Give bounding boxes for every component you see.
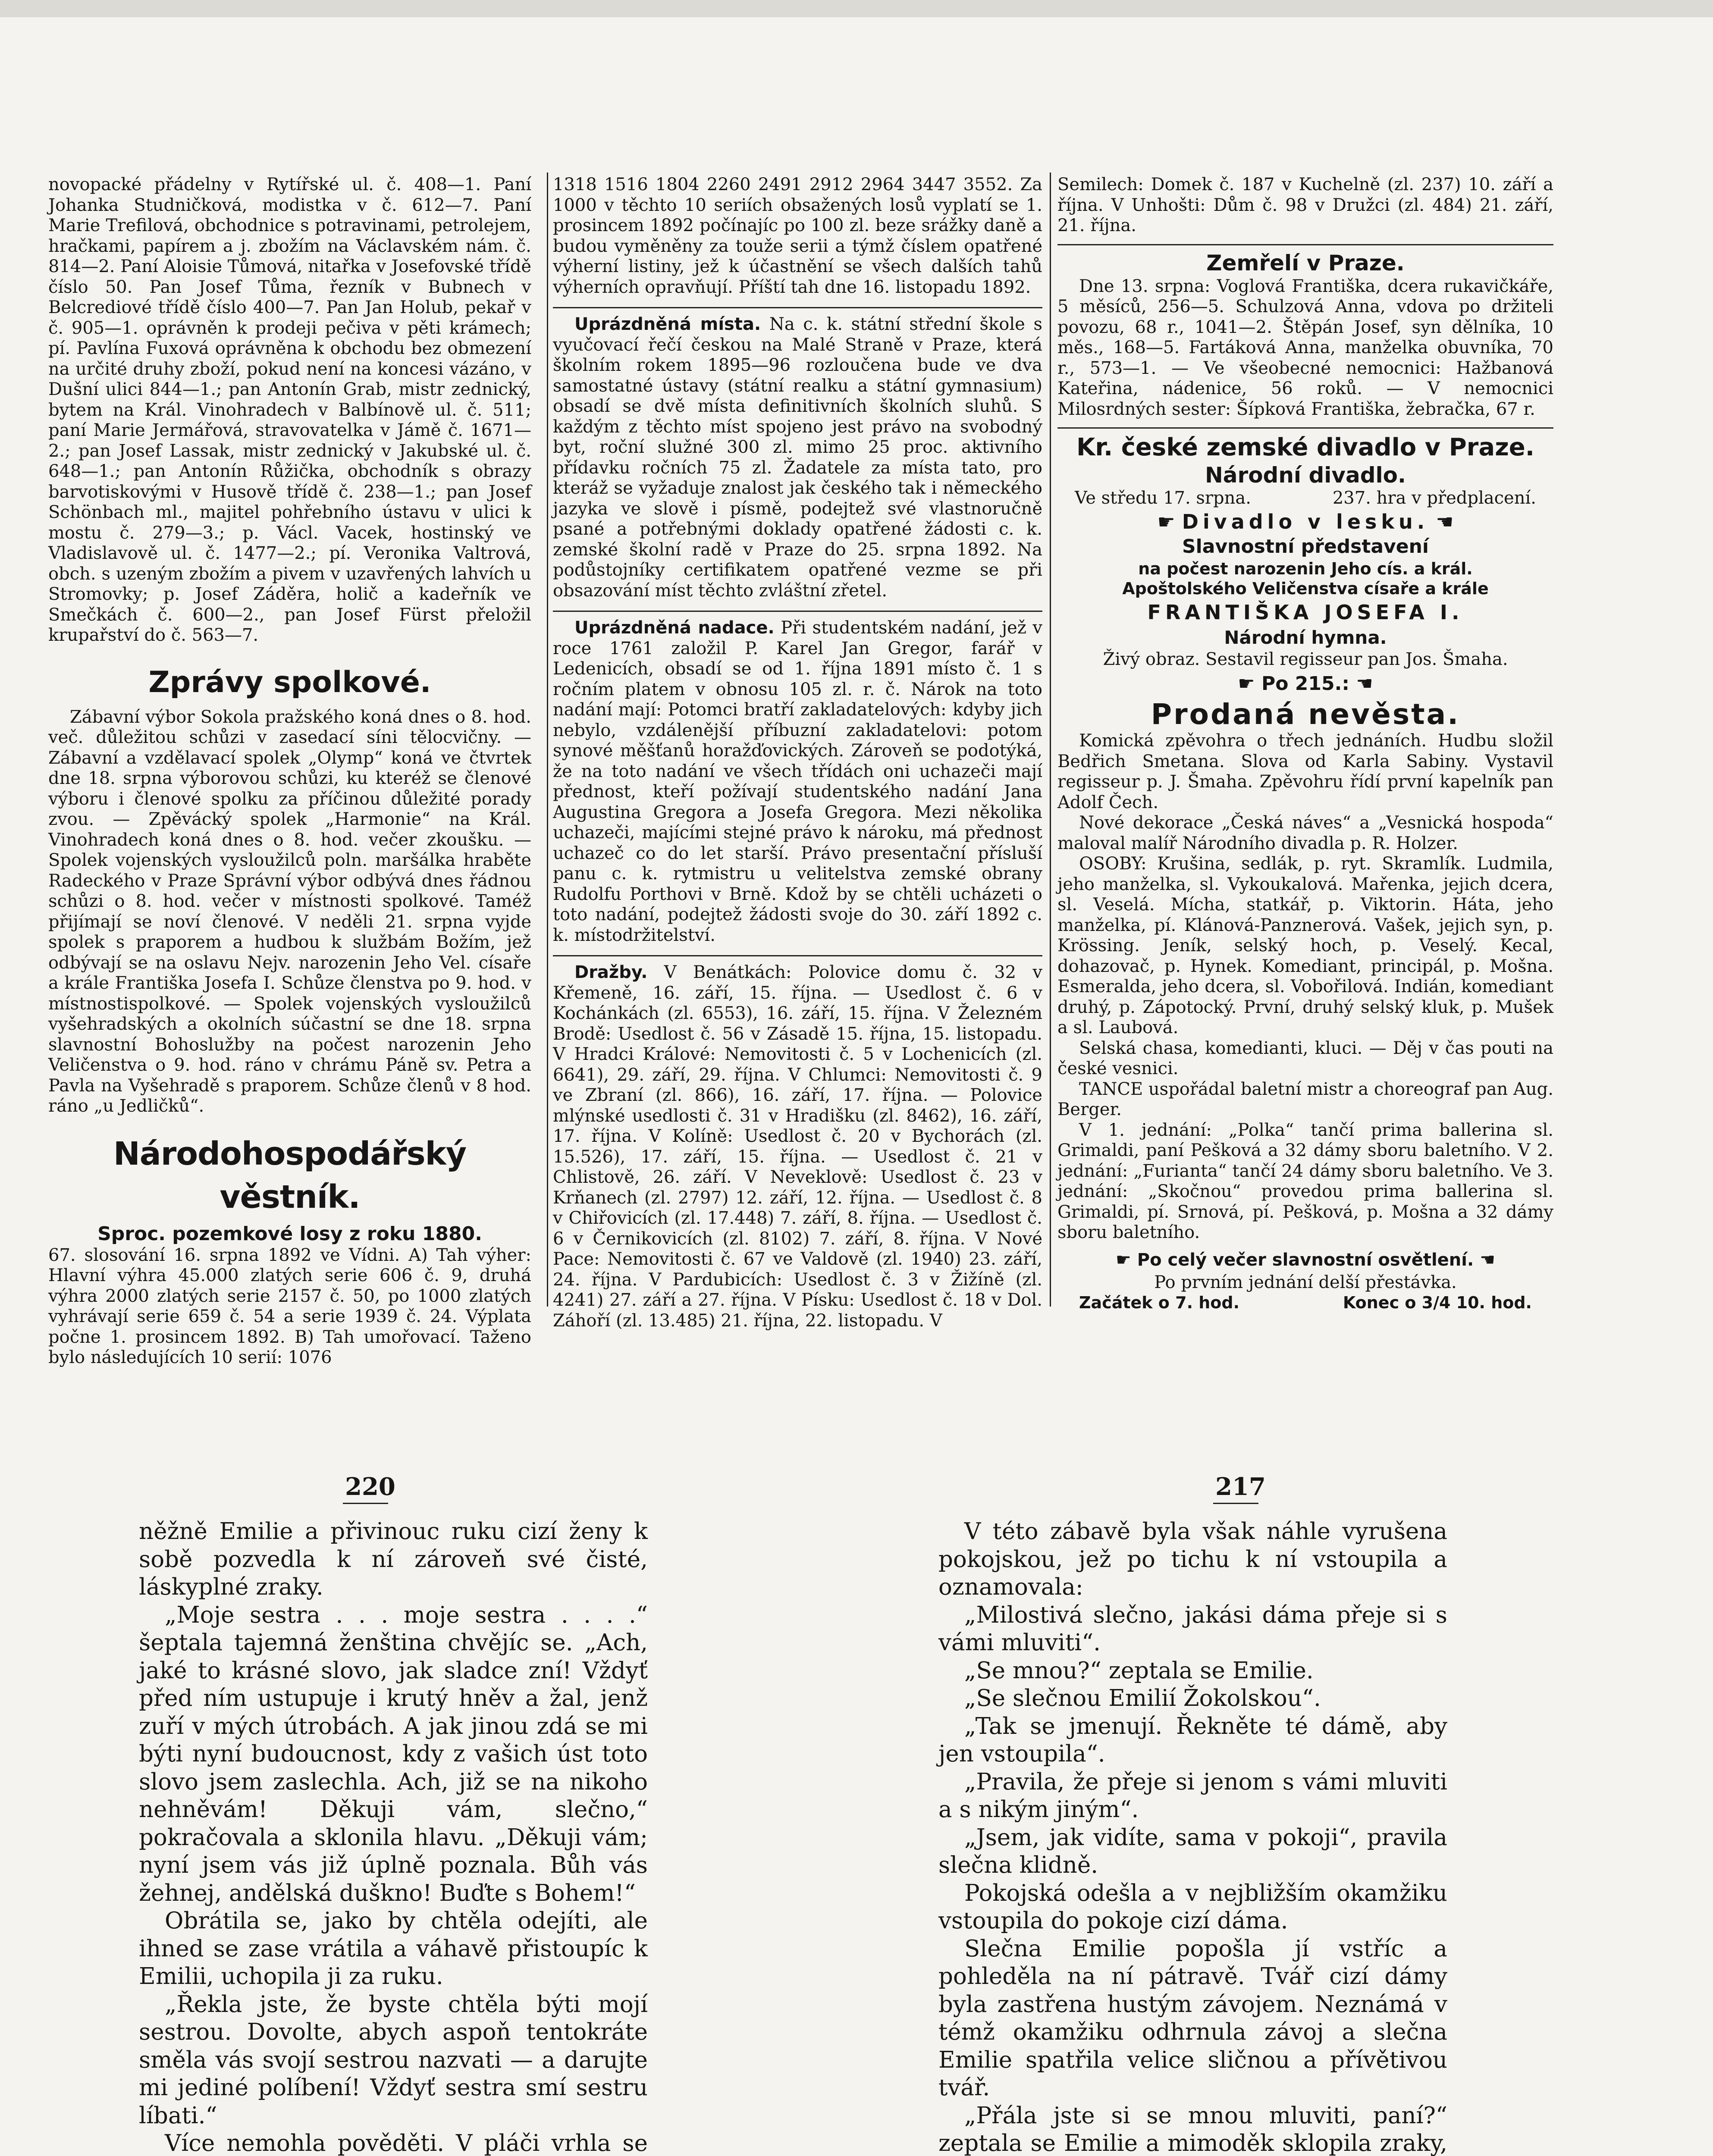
vestnik-heading: Národohospodářský věstník. — [113, 1135, 467, 1216]
prestavka-text: Po prvním jednání delší přestávka. — [1154, 1272, 1457, 1292]
section-divider — [1057, 427, 1553, 429]
lesku-title: Divadlo v lesku. — [1182, 510, 1429, 533]
frantiska-heading: FRANTIŠKA JOSEFA I. — [1147, 600, 1464, 624]
narodni-divadlo-heading: Národní divadlo. — [1205, 463, 1406, 488]
mista-heading: Uprázdněná místa. — [574, 314, 761, 334]
osvetleni-label: Po celý večer slavnostní osvětlení. — [1137, 1250, 1474, 1270]
column-rule-2 — [1050, 172, 1051, 1307]
story-right-page — [938, 1518, 1447, 2156]
drazby-heading: Dražby. — [574, 962, 648, 982]
po215-line — [1057, 670, 1553, 698]
story-paragraph: V této zábavě byla však náhle vyrušena pokojskou, jež po tichu k ní vstoupila a oznamovala: — [938, 1518, 1447, 1600]
slavnostni-heading: Slavnostní představení — [1182, 535, 1429, 558]
zivy-obraz-text: Živý obraz. Sestavil regisseur pan Jos. Šmaha. — [1103, 649, 1508, 669]
komicka-text: Komická zpěvohra o třech jednáních. Hudbu složil Bedřich Smetana. Slova od Karla Sabiny. Vystavil regisseur p. J. Šmaha. Zpěvohru řídí první kapelník pan Adolf Čech. — [1057, 731, 1553, 812]
left-page-number: 220 — [345, 1473, 395, 1501]
po215-label: Po 215.: — [1261, 673, 1349, 695]
top-border — [0, 0, 1713, 17]
zpravy-spolkove-text: Zábavní výbor Sokola pražského koná dnes o 8. hod. več. důležitou schůzi v zasedací síni tělocvičny. — Zábavní a vzdělavací spolek „Olymp“ koná ve čtvrtek dne 18. srpna výborovou schůzi, ku kteréž se členové výboru i členové spolku za příčinou důležité porady zvou. — Zpěvácký spolek „Harmonie“ na Král. Vinohradech koná dnes o 8. hod. večer zkoušku. — Spolek vojenských vysloužilců poln. maršálka hraběte Radeckého v Praze Správní výbor odbývá dnes řádnou schůzi o 8. hod. večer v místnosti spolkové. Taméž přijímají se noví členové. V neděli 21. srpna vyjde spolek s praporem a hudbou k službám Božím, jež odbývají se na oslavu Nejv. narozenin Jeho Vel. císaře a krále Františka Josefa I. Schůze členstva po 9. hod. v místnostispolkové. — Spolek vojenských vysloužilců vyšehradských a okolních súčastní se dne 18. srpna slavnostní Bohoslužby na počest narozenin Jeho Veličenstva o 9. hod. ráno v chrámu Páně sv. Petra a Pavla na Vyšehradě s praporem. Schůze členů v 8 hod. ráno „u Jedličků“. — [48, 707, 531, 1116]
story-paragraph: „Se mnou?“ zeptala se Emilie. — [964, 1657, 1314, 1684]
serie-list-text: 1318 1516 1804 2260 2491 2912 2964 3447 3552. Za 1000 v těchto 10 seriích obsažených losů vyplatí se 1. prosincem 1892 počínajíc po 100 zl. beze srážky daně a budou vyměněny za touže serii a týmž číslem opatřené výherní listiny, jež k účastnění se všech dalších tahů výherních opravňují. Příští tah dne 16. listopadu 1892. — [553, 175, 1042, 297]
section-divider — [553, 307, 1042, 308]
section-divider — [1057, 244, 1553, 245]
trade-list: novopacké přádelny v Rytířské ul. č. 408—1. Paní Johanka Studničková, modistka v č. 612—7. Paní Marie Trefilová, obchodnice s potravinami, petrolejem, hračkami, papírem a j. zbožím na Václavském nám. č. 814—2. Paní Aloisie Tůmová, nitařka v Josefovské třídě číslo 50. Pan Josef Tůma, řezník v Bubnech v Belcrediové třídě číslo 400—7. Pan Jan Holub, pekař v č. 905—1. oprávněn k prodeji pečiva v pěti krámech; pí. Pavlína Fuxová oprávněna k obchodu bez obmezení na určité druhy zboží, pokud není na koncesi vázáno, v Dušní ulici 844—1.; pan Antonín Grab, mistr zednický, bytem na Král. Vinohradech v Balbínově ul. č. 511; paní Marie Jermářová, stravovatelka v Jámě č. 1671—2.; pan Josef Lassak, mistr zednický v Jakubské ul. č. 648—1.; pan Antonín Růžička, obchodník s obrazy barvotiskovými v Husově třídě č. 238—1.; pan Josef Schönbach ml., majitel pohřebního ústavu v ulici k mostu č. 279—3.; p. Václ. Vacek, hostinský ve Vladislavově ul. č. 1477—2.; pí. Veronika Valtrová, obch. s uzeným zbožím a pivem v uzavřených lahvích u Stromovky; p. Josef Záděra, holič a kadeřník ve Smečkách č. 600—2., pan Josef Fürst přeložil krupařství do č. 563—7. — [48, 175, 531, 645]
hra-line: 237. hra v předplacení. — [1332, 488, 1536, 508]
pointing-hand-icon: ☛ — [1116, 1250, 1131, 1270]
konec-text: Konec o 3/4 10. hod. — [1343, 1293, 1532, 1312]
nadace-heading: Uprázdněná nadace. — [574, 618, 775, 638]
time-row — [1057, 1293, 1553, 1313]
story-paragraph: Více nemohla pověděti. V pláči vrhla se — [165, 2130, 648, 2156]
zemreli-heading: Zemřelí v Praze. — [1206, 250, 1405, 276]
osoby-text: OSOBY: Krušina, sedlák, p. ryt. Skramlík. Ludmila, jeho manželka, sl. Vykoukalová. Mařenka, jejich dcera, sl. Veselá. Mícha, statkář, p. Viktorin. Háta, jeho manželka, pí. Klánová-Panznerová. Vašek, jejich syn, p. Krössing. Jeník, selský hoch, p. Veselý. Kecal, dohazovač, p. Hynek. Komediant, principál, p. Mošna. Esmeralda, jeho dcera, sl. Vobořilová. Indián, komediant druhý, p. Zápotocký. První, druhý selský kluk, p. Mušek a sl. Laubová. — [1057, 854, 1553, 1037]
prodana-nevesta-heading: Prodaná nevěsta. — [1151, 698, 1460, 731]
pocest-text: na počest narozenin Jeho cís. a král. Apoštolského Veličenstva císaře a krále — [1122, 559, 1489, 598]
story-paragraph: „Se slečnou Emilií Žokolskou“. — [964, 1685, 1321, 1711]
sproc-heading: Sproc. pozemkové losy z roku 1880. — [97, 1222, 482, 1245]
pointing-hand-icon: ☚ — [1480, 1250, 1495, 1270]
story-paragraph: Pokojská odešla a v nejbližším okamžiku vstoupila do pokoje cizí dáma. — [938, 1880, 1447, 1934]
osvetleni-line — [1057, 1247, 1553, 1272]
pointing-hand-icon: ☚ — [1436, 510, 1454, 533]
section-divider — [553, 611, 1042, 612]
story-paragraph: „Přála jste si se mnou mluviti, paní?“ zeptala se Emilie a mimoděk sklopila zraky, — [938, 2102, 1447, 2156]
date-line: Ve středu 17. srpna. — [1075, 488, 1251, 508]
pointing-hand-icon: ☛ — [1157, 510, 1175, 533]
mista-text: Na c. k. státní střední škole s vyučovací řečí českou na Malé Straně v Praze, která školním rokem 1895—96 rozloučena bude ve dva samostatné ústavy (státní realku a státní gymnasium) obsadí se dvě místa definitivních školních sluhů. S každým z těchto míst spojeno jest právo na svobodný byt, roční služné 300 zl. mimo 25 proc. aktivního přídavku ročních 75 zl. Žadatele za místa tato, pro kteráž se vyžaduje znalost jak českého tak i německého jazyka ve slově i písmě, podejtež své vlastnoručně psané a potřebnými doklady opatřené žádosti c. k. zemské školní radě v Praze do 25. srpna 1892. Na podůstojníky certifikatem opatřené vezme se při obsazování míst těchto zvláštní zřetel. — [553, 314, 1042, 601]
story-paragraph: Slečna Emilie popošla jí vstříc a pohleděla na ní pátravě. Tvář cizí dámy byla zastřena hustým závojem. Neznámá v témž okamžiku odhrnula závoj a slečna Emilie spatřila velice sličnou a přívětivou tvář. — [938, 1935, 1447, 2101]
divadlo-heading: Kr. české zemské divadlo v Praze. — [1076, 433, 1535, 461]
right-page-number-underline — [1213, 1503, 1258, 1504]
newspaper-column-2 — [553, 175, 1042, 1331]
zpravy-spolkove-heading: Zprávy spolkové. — [148, 665, 431, 699]
hymna-heading: Národní hymna. — [1224, 627, 1387, 648]
nadace-text: Při studentském nadání, jež v roce 1761 založil P. Karel Jan Gregor, farář v Ledenicích, obsadí se od 1. října 1891 místo č. 1 s ročním platem v obnosu 105 zl. r. č. Nárok na toto nadání mají: Potomci bratří zakladatelových: kdyby jich nebylo, vzdálenější příbuzní zakladatelovi: potom synové měšťanů horažďovických. Zároveň se podotýká, že na toto nadání ve všech třídách oni uchazeči mají přednost, kteří požívají studentského nadání Jana Augustina Gregora a Josefa Gregora. Mezi několika uchazeči, majícími stejné právo k nároku, má přednost uchazeč co do let starší. Právo presentační přísluší panu c. k. rytmistru u velitelstva zemské obrany Rudolfu Porthovi v Brně. Kdož by se chtěli ucházeti o toto nadání, podejtež žádosti svoje do 30. září 1892 c. k. místodržitelství. — [553, 618, 1043, 945]
story-paragraph: „Moje sestra . . . moje sestra . . . .“ šeptala tajemná ženština chvějíc se. „Ach, jaké to krásné slovo, jak sladce zní! Vždyť před ním ustupuje i krutý hněv a žal, jenž zuří v mých útrobách. A jak jinou zdá se mi býti nyní budoucnost, kdy z vašich úst toto slovo jsem zaslechla. Ach, již se na nikoho nehněvám! Děkuji vám, slečno,“ pokračovala a sklonila hlavu. „Děkuji vám; nyní jsem vás již úplně poznala. Bůh vás žehnej, andělská duškno! Buďte s Bohem!“ — [139, 1601, 648, 1906]
dekorace-text: Nové dekorace „Česká náves“ a „Vesnická hospoda“ maloval malíř Národního divadla p. R. Holzer. — [1057, 813, 1553, 853]
section-divider — [553, 955, 1042, 956]
story-paragraph: „Jsem, jak vidíte, sama v pokoji“, pravila slečna klidně. — [938, 1824, 1447, 1878]
pointing-hand-icon: ☛ — [1238, 673, 1255, 695]
newspaper-column-1 — [48, 175, 531, 1368]
tance-text: TANCE uspořádal baletní mistr a choreograf pan Aug. Berger. — [1057, 1079, 1553, 1119]
pointing-hand-icon: ☚ — [1356, 673, 1373, 695]
story-paragraph: „Milostivá slečno, jakási dáma přeje si s vámi mluviti“. — [938, 1601, 1447, 1656]
jednani-text: V 1. jednání: „Polka“ tančí prima ballerina sl. Grimaldi, paní Pešková a 32 dámy sboru baletního. V 2. jednání: „Furianta“ tančí 24 dámy sboru baletního. Ve 3. jednání: „Skočnou“ provedou prima ballerina sl. Grimaldi, pí. Srnová, pí. Pešková, p. Mošna a 32 dámy sboru baletního. — [1057, 1120, 1553, 1242]
story-paragraph: „Řekla jste, že byste chtěla býti mojí sestrou. Dovolte, abych aspoň tentokráte směla vás svojí sestrou nazvati — a darujte mi jediné políbení! Vždyť sestra smí sestru líbati.“ — [139, 1991, 648, 2129]
sproc-text: 67. slosování 16. srpna 1892 ve Vídni. A) Tah výher: Hlavní výhra 45.000 zlatých serie 606 č. 9, druhá výhra 2000 zlatých serie 2157 č. 50, po 1000 zlatých vyhrávají serie 659 č. 54 a serie 1939 č. 24. Výplata počne 1. prosincem 1892. B) Tah umořovací. Taženo bylo následujících 10 serií: 1076 — [48, 1245, 531, 1367]
divadlo-v-lesku-line — [1057, 509, 1553, 535]
selska-text: Selská chasa, komedianti, kluci. — Děj v čas pouti na české vesnici. — [1057, 1038, 1553, 1078]
story-left-page — [139, 1518, 648, 2156]
story-paragraph: Obrátila se, jako by chtěla odejíti, ale ihned se zase vrátila a váhavě přistoupíc k Emilii, uchopila ji za ruku. — [139, 1908, 648, 1990]
zacatek-text: Začátek o 7. hod. — [1079, 1293, 1240, 1312]
left-page-number-underline — [343, 1503, 388, 1504]
right-page-number: 217 — [1215, 1473, 1266, 1501]
newspaper-column-3 — [1057, 175, 1553, 1313]
drazby-continued: Semilech: Domek č. 187 v Kuchelně (zl. 237) 10. září a říjnа. V Unhošti: Dům č. 98 v Družci (zl. 484) 21. září, 21. října. — [1057, 175, 1553, 235]
story-paragraph: „Tak se jmenují. Řekněte té dámě, aby jen vstoupila“. — [938, 1713, 1447, 1767]
story-paragraph: „Pravila, že přeje si jenom s vámi mluviti a s nikým jiným“. — [938, 1768, 1447, 1823]
zemreli-text: Dne 13. srpna: Voglová Františka, dcera rukavičkáře, 5 měsíců, 256—5. Schulzová Anna, vdova po držiteli povozu, 68 r., 1041—2. Štěpán Josef, syn dělníka, 10 měs., 168—5. Fartáková Anna, manželka obuvníka, 70 r., 573—1. — Ve všeobecné nemocnici: Hažbanová Kateřina, nádenice, 56 roků. — V nemocnici Milosrdných sester: Šípková Františka, žebračka, 67 r. — [1057, 276, 1553, 419]
drazby-text: V Benátkách: Polovice domu č. 32 v Křemeně, 16. září, 15. října. — Usedlost č. 6 v Kochánkách (zl. 6553), 16. září, 15. října. V Železném Brodě: Usedlost č. 56 v Zásadě 15. října, 15. listopadu. V Hradci Králové: Nemovitosti č. 5 v Lochenicích (zl. 6641), 29. září, 29. října. V Chlumci: Nemovitosti č. 9 ve Zbraní (zl. 866), 16. září, 17. října. — Polovice mlýnské usedlosti č. 31 v Hradišku (zl. 8462), 16. září, 17. října. V Kolíně: Usedlost č. 20 v Bychorách (zl. 15.526), 17. září, 15. října. — Usedlost č. 21 v Chlistově, 26. září. V Neveklově: Usedlost č. 23 v Krňanech (zl. 2797) 12. září, 12. října. — Usedlost č. 8 v Chiřovicích (zl. 17.448) 7. září, 8. října. — Usedlost č. 6 v Černikovicích (zl. 8102) 7. září, 8. října. V Nové Pace: Nemovitosti č. 67 ve Valdově (zl. 1940) 23. září, 24. října. V Pardubicích: Usedlost č. 3 v Žižíně (zl. 4241) 27. září a 27. října. V Písku: Usedlost č. 18 v Dol. Záhoří (zl. 13.485) 21. října, 22. listopadu. V — [553, 962, 1042, 1331]
date-row — [1057, 488, 1553, 509]
story-paragraph: něžně Emilie a přivinouc ruku cizí ženy k sobě pozvedla k ní zároveň své čisté, láskyplné zraky. — [139, 1518, 648, 1600]
column-rule-1 — [547, 172, 548, 1307]
